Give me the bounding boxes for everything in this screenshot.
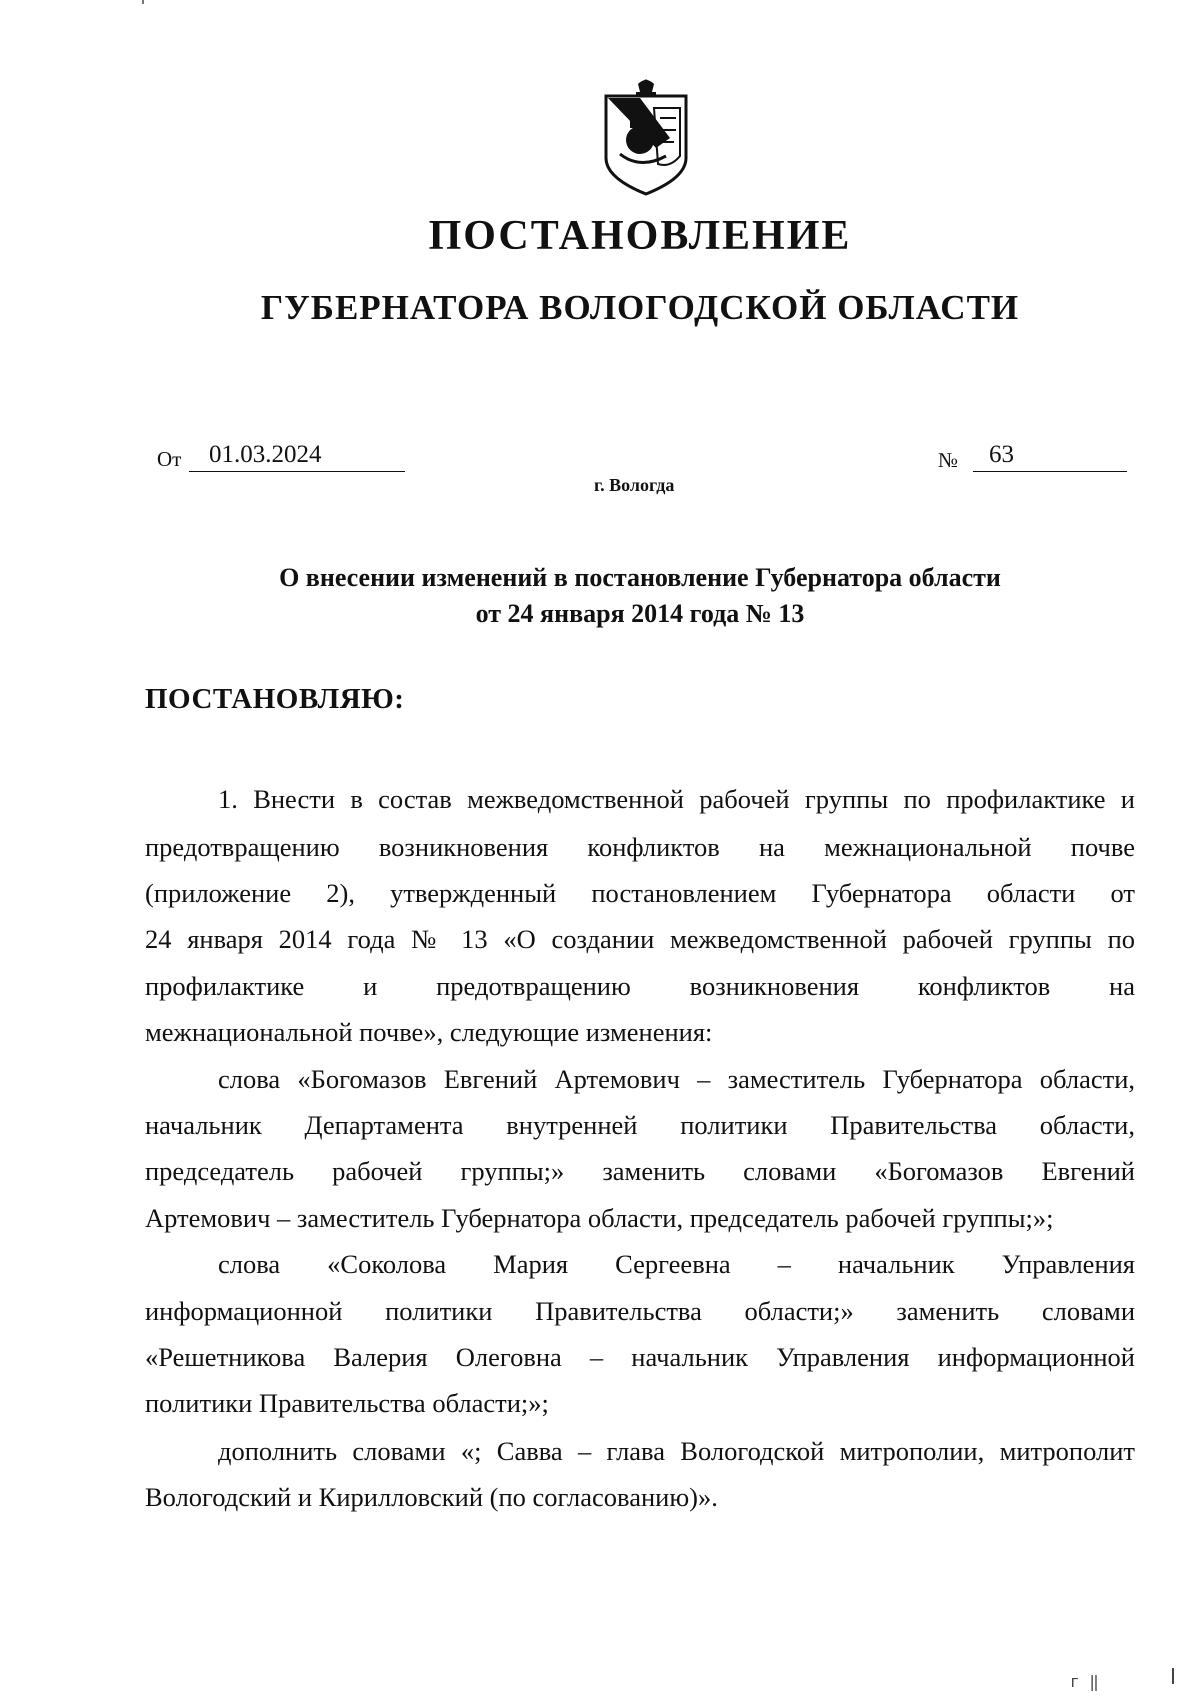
body-line: дополнить словами «; Савва – глава Вологодской митрополии, митрополит <box>218 1436 1135 1466</box>
body-line: политики Правительства области;»; <box>145 1388 549 1418</box>
body-line: слова «Богомазов Евгений Артемович – заместитель Губернатора области, <box>218 1064 1135 1094</box>
document-title: ПОСТАНОВЛЕНИЕ <box>428 213 852 259</box>
number-label: № <box>938 448 959 472</box>
body-line: начальник Департамента внутренней политики Правительства области, <box>145 1110 1135 1140</box>
body-line: информационной политики Правительства области;» заменить словами <box>145 1296 1135 1326</box>
body-line: слова «Соколова Мария Сергеевна – начальник Управления <box>218 1249 1135 1279</box>
body-line: (приложение 2), утвержденный постановлением Губернатора области от <box>145 878 1135 908</box>
subject-line: О внесении изменений в постановление Губернатора области <box>279 563 1001 592</box>
body-line: председатель рабочей группы;» заменить словами «Богомазов Евгений <box>145 1156 1135 1186</box>
date-label: От <box>157 447 182 471</box>
scan-artifact <box>1172 1668 1174 1684</box>
decree-heading: ПОСТАНОВЛЯЮ: <box>145 683 405 715</box>
city: г. Вологда <box>594 475 675 495</box>
body-line: Вологодский и Кирилловский (по согласованию)». <box>145 1482 718 1512</box>
document-number: 63 <box>973 440 1127 472</box>
coat-of-arms-icon <box>600 78 692 198</box>
body-line: 1. Внести в состав межведомственной рабочей группы по профилактике и <box>218 784 1135 814</box>
body-line: профилактике и предотвращению возникновения конфликтов на <box>145 971 1135 1001</box>
body-line: Артемович – заместитель Губернатора области, председатель рабочей группы;»; <box>145 1203 1054 1233</box>
body-line: предотвращению возникновения конфликтов на межнациональной почве <box>145 832 1135 862</box>
scan-marks: г ‖ <box>1070 1672 1099 1691</box>
body-line: межнациональной почве», следующие изменения: <box>145 1017 713 1047</box>
body-line: 24 января 2014 года № 13 «О создании межведомственной рабочей группы по <box>145 924 1135 954</box>
body-line: «Решетникова Валерия Олеговна – начальник Управления информационной <box>145 1342 1135 1372</box>
document-date: 01.03.2024 <box>189 440 405 472</box>
document-subject <box>0 560 1200 632</box>
document-subtitle: ГУБЕРНАТОРА ВОЛОГОДСКОЙ ОБЛАСТИ <box>260 288 1020 327</box>
subject-line: от 24 января 2014 года № 13 <box>475 599 805 628</box>
scan-artifact <box>142 0 144 4</box>
